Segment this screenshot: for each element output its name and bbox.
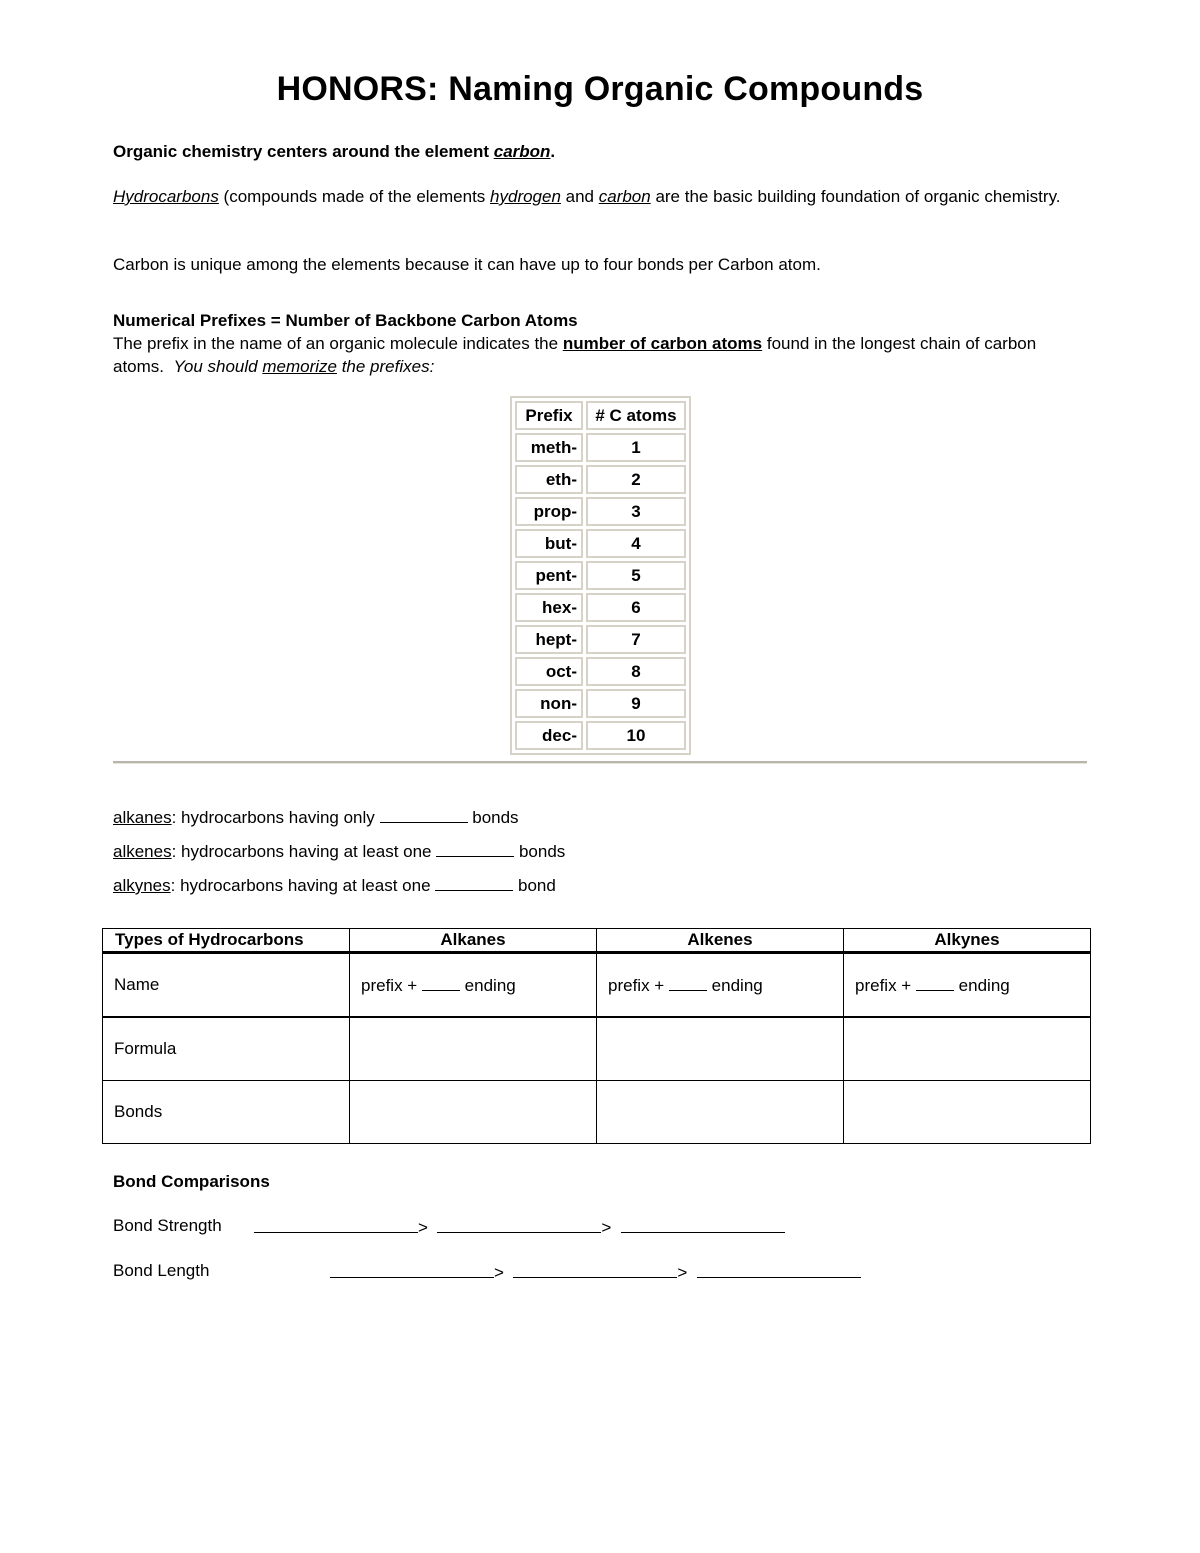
fill-blank[interactable] bbox=[422, 974, 460, 991]
hc-name-cell[interactable] bbox=[844, 953, 1091, 1018]
fill-blank[interactable] bbox=[437, 1216, 601, 1233]
page-title: HONORS: Naming Organic Compounds bbox=[276, 70, 924, 108]
count-cell: 2 bbox=[586, 465, 686, 494]
fill-blank[interactable] bbox=[436, 840, 514, 857]
fill-blank[interactable] bbox=[513, 1261, 677, 1278]
fill-blank[interactable] bbox=[254, 1216, 418, 1233]
memo-3: the prefixes: bbox=[336, 357, 435, 376]
prefix-row bbox=[515, 721, 686, 750]
prefix-row bbox=[515, 529, 686, 558]
prefix-cell: eth- bbox=[515, 465, 583, 494]
prefix-cell: oct- bbox=[515, 657, 583, 686]
count-cell: 4 bbox=[586, 529, 686, 558]
hydrocarbons-term: Hydrocarbons bbox=[113, 187, 219, 206]
prefix-cell: prop- bbox=[515, 497, 583, 526]
prefix-row bbox=[515, 497, 686, 526]
prefix-desc-bold: number of carbon atoms bbox=[562, 334, 763, 353]
prefix-row bbox=[515, 561, 686, 590]
hc-bonds-cell[interactable] bbox=[597, 1081, 844, 1144]
prefix-cell: non- bbox=[515, 689, 583, 718]
definition-text: bonds bbox=[467, 808, 519, 827]
hc-row-formula bbox=[103, 1017, 1091, 1081]
bond-comparisons-heading: Bond Comparisons bbox=[113, 1172, 270, 1191]
hc-row-label: Bonds bbox=[103, 1081, 350, 1144]
prefix-row bbox=[515, 433, 686, 462]
hydro-and: and bbox=[560, 187, 599, 206]
prefix-row bbox=[515, 657, 686, 686]
count-cell: 9 bbox=[586, 689, 686, 718]
definition-text: bonds bbox=[514, 842, 566, 861]
definition-text: : hydrocarbons having only bbox=[171, 808, 380, 827]
hydro-end: are the basic building foundation of organic chemistry. bbox=[650, 187, 1061, 206]
greater-than: > bbox=[677, 1263, 688, 1282]
definition-text: : hydrocarbons having at least one bbox=[170, 876, 436, 895]
prefix-heading: Numerical Prefixes = Number of Backbone Carbon Atoms bbox=[113, 311, 578, 330]
count-cell: 7 bbox=[586, 625, 686, 654]
bond-length-label: Bond Length bbox=[113, 1261, 210, 1280]
prefix-row bbox=[515, 689, 686, 718]
count-cell: 5 bbox=[586, 561, 686, 590]
name-prefix-text: prefix + bbox=[361, 976, 422, 995]
prefix-row bbox=[515, 625, 686, 654]
name-prefix-text: prefix + bbox=[855, 976, 916, 995]
count-cell: 3 bbox=[586, 497, 686, 526]
horizontal-divider bbox=[113, 761, 1087, 764]
prefix-desc-lead: The prefix in the name of an organic molecule indicates the bbox=[113, 334, 563, 353]
intro-carbon-end: . bbox=[550, 142, 556, 161]
hc-formula-cell[interactable] bbox=[597, 1017, 844, 1081]
greater-than: > bbox=[494, 1263, 504, 1282]
definition-alkanes bbox=[113, 806, 1093, 829]
count-cell: 1 bbox=[586, 433, 686, 462]
hc-header-alkenes: Alkenes bbox=[597, 929, 844, 953]
memo-2: memorize bbox=[262, 357, 337, 376]
prefix-row bbox=[515, 593, 686, 622]
fill-blank[interactable] bbox=[621, 1216, 785, 1233]
hc-header-alkanes: Alkanes bbox=[350, 929, 597, 953]
hc-name-cell[interactable] bbox=[350, 953, 597, 1018]
greater-than: > bbox=[418, 1218, 428, 1237]
prefix-cell: hex- bbox=[515, 593, 583, 622]
definition-alkynes bbox=[113, 874, 1093, 897]
hc-bonds-cell[interactable] bbox=[350, 1081, 597, 1144]
hc-row-label: Formula bbox=[103, 1017, 350, 1081]
fill-blank[interactable] bbox=[916, 974, 954, 991]
hc-row-label: Name bbox=[103, 953, 350, 1018]
bond-length-comparison bbox=[330, 1261, 861, 1283]
count-cell: 10 bbox=[586, 721, 686, 750]
definition-text: : hydrocarbons having at least one bbox=[171, 842, 437, 861]
intro-carbon-lead: Organic chemistry centers around the element bbox=[113, 142, 494, 161]
count-header: # C atoms bbox=[586, 401, 686, 430]
intro-carbon bbox=[113, 140, 1093, 163]
hc-formula-cell[interactable] bbox=[844, 1017, 1091, 1081]
prefix-table bbox=[510, 396, 691, 755]
prefix-cell: meth- bbox=[515, 433, 583, 462]
fill-blank[interactable] bbox=[330, 1261, 494, 1278]
prefix-cell: dec- bbox=[515, 721, 583, 750]
prefix-cell: but- bbox=[515, 529, 583, 558]
hc-bonds-cell[interactable] bbox=[844, 1081, 1091, 1144]
carbon-term: carbon bbox=[598, 187, 651, 206]
fill-blank[interactable] bbox=[435, 874, 513, 891]
intro-carbon-word: carbon bbox=[493, 142, 551, 161]
hc-formula-cell[interactable] bbox=[350, 1017, 597, 1081]
hc-header-types: Types of Hydrocarbons bbox=[103, 929, 350, 953]
prefix-cell: pent- bbox=[515, 561, 583, 590]
bond-strength-comparison bbox=[254, 1216, 785, 1238]
fill-blank[interactable] bbox=[697, 1261, 861, 1278]
name-suffix-text: ending bbox=[706, 976, 763, 995]
hc-row-name bbox=[103, 953, 1091, 1018]
name-suffix-text: ending bbox=[459, 976, 516, 995]
hydro-mid: (compounds made of the elements bbox=[218, 187, 491, 206]
fill-blank[interactable] bbox=[669, 974, 707, 991]
prefix-description bbox=[113, 332, 1053, 378]
name-prefix-text: prefix + bbox=[608, 976, 669, 995]
prefix-desc-end: found in the longest chain of carbon atoms. bbox=[113, 334, 1037, 376]
greater-than: > bbox=[601, 1218, 612, 1237]
hydrocarbon-table bbox=[102, 928, 1091, 1144]
hc-name-cell[interactable] bbox=[597, 953, 844, 1018]
hydrogen-term: hydrogen bbox=[490, 187, 561, 206]
prefix-header: Prefix bbox=[515, 401, 583, 430]
bond-strength-label: Bond Strength bbox=[113, 1216, 222, 1235]
prefix-cell: hept- bbox=[515, 625, 583, 654]
hc-header-alkynes: Alkynes bbox=[844, 929, 1091, 953]
intro-unique: Carbon is unique among the elements because it can have up to four bonds per Carbon atom. bbox=[113, 255, 821, 274]
hc-row-bonds bbox=[103, 1081, 1091, 1144]
definition-term: alkanes bbox=[113, 808, 172, 827]
intro-hydrocarbons bbox=[113, 185, 1093, 208]
definition-text: bond bbox=[513, 876, 556, 895]
fill-blank[interactable] bbox=[380, 806, 468, 823]
count-cell: 6 bbox=[586, 593, 686, 622]
definition-alkenes bbox=[113, 840, 1093, 863]
definition-term: alkynes bbox=[113, 876, 171, 895]
name-suffix-text: ending bbox=[953, 976, 1010, 995]
prefix-row bbox=[515, 465, 686, 494]
definition-term: alkenes bbox=[113, 842, 172, 861]
memo-1: You should bbox=[173, 357, 263, 376]
count-cell: 8 bbox=[586, 657, 686, 686]
